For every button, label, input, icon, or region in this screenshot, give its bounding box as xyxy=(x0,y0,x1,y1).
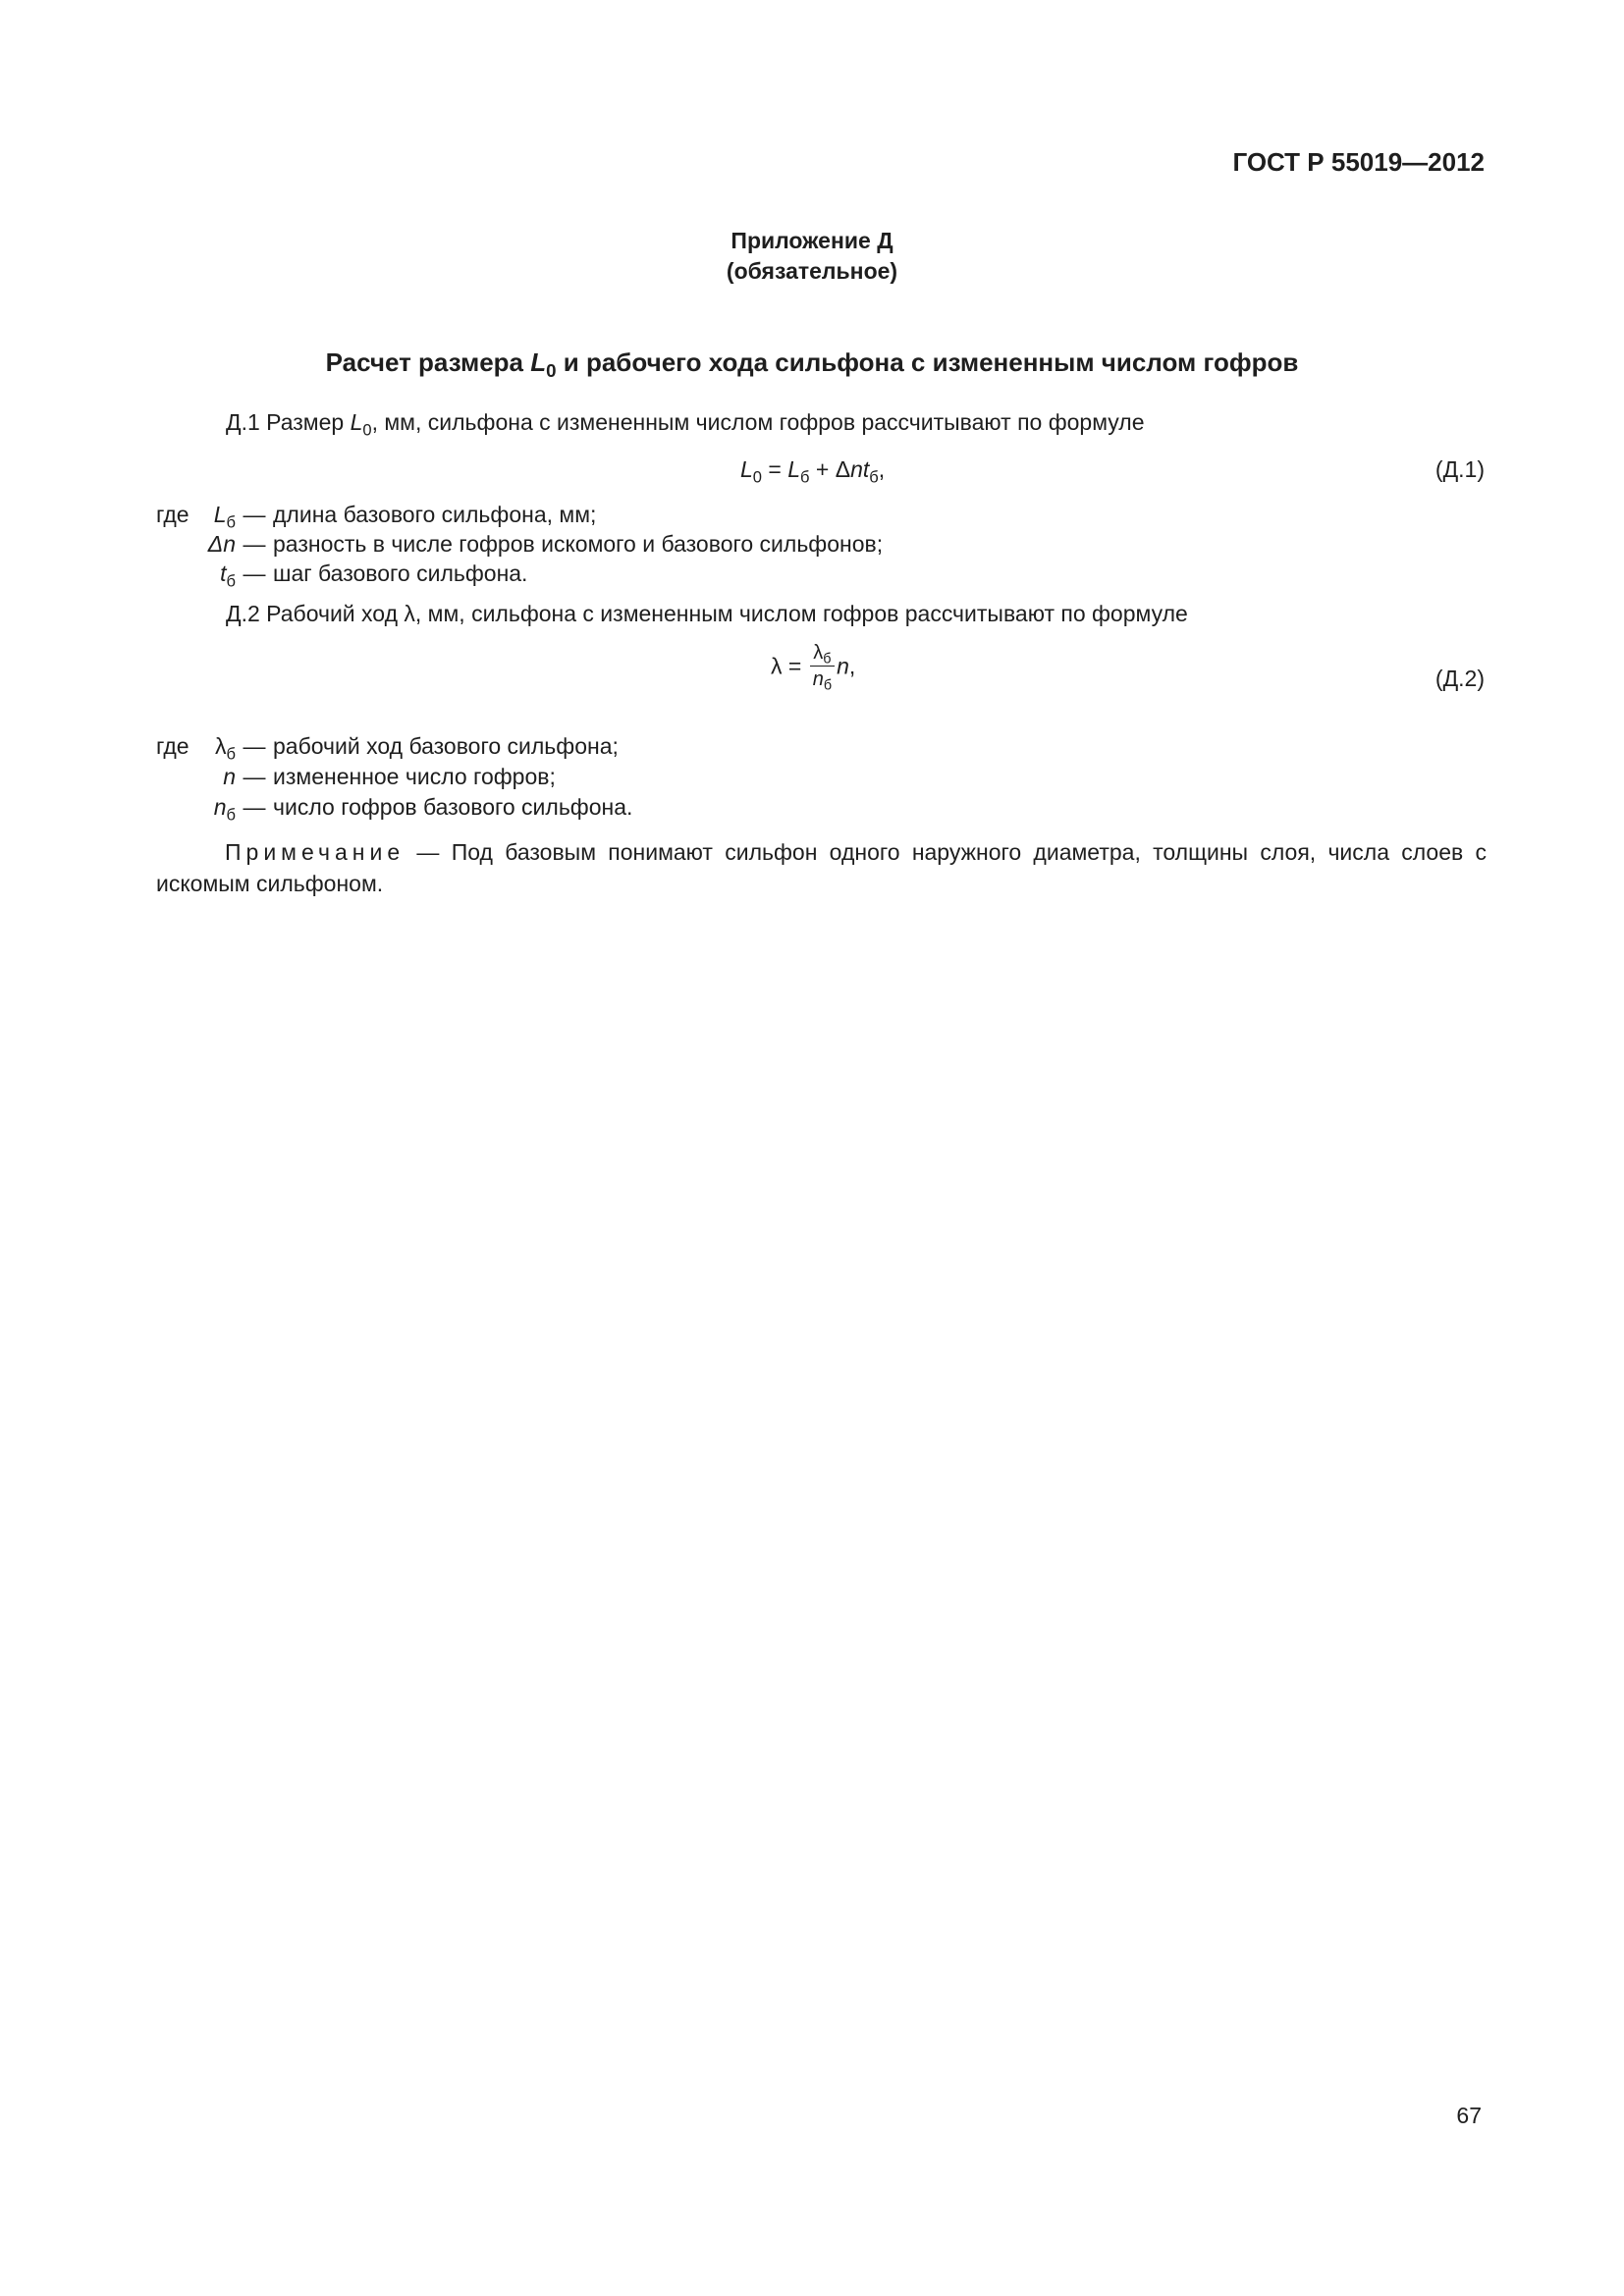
where1-row3-symbol: t xyxy=(220,561,227,586)
note-dash: — xyxy=(405,839,452,865)
where2-row1-symbol: λ xyxy=(215,733,227,759)
where1-row1-text: длина базового сильфона, мм; xyxy=(273,502,597,527)
eq2-equals: = xyxy=(782,653,808,679)
where2-row2-text: измененное число гофров; xyxy=(273,764,556,789)
section-title xyxy=(0,347,1624,381)
eq2-denominator-sub: б xyxy=(823,677,833,694)
note-text: Под базовым понимают сильфон одного наружного диаметра, толщины слоя, числа слоев с искомым сильфоном. xyxy=(156,839,1488,896)
equation-d2 xyxy=(771,642,856,694)
where2-row3-dash: — xyxy=(243,794,266,820)
where2-row xyxy=(192,733,619,764)
eq1-term1-sub: б xyxy=(800,467,810,487)
where1-row2-symbol: Δn xyxy=(207,531,236,557)
note-paragraph xyxy=(156,836,1487,899)
where2-word: где xyxy=(156,733,189,759)
where1-word: где xyxy=(156,502,189,527)
p1-lead: Д.1 Размер xyxy=(226,409,351,435)
p1-symbol: L xyxy=(350,409,363,435)
section-title-after: и рабочего хода сильфона с измененным числом гофров xyxy=(556,347,1299,377)
where2-row3-text: число гофров базового сильфона. xyxy=(273,794,633,820)
where1-row3-subscript: б xyxy=(226,571,236,591)
where1-row3-text: шаг базового сильфона. xyxy=(273,561,528,586)
where1-row1-subscript: б xyxy=(226,512,236,532)
where1-row1-symbol: L xyxy=(213,502,227,527)
where2-row1-dash: — xyxy=(243,733,266,759)
where2-row3-subscript: б xyxy=(226,805,236,825)
where1-row2-dash: — xyxy=(243,531,266,557)
where2-row3-symbol: n xyxy=(213,794,227,820)
where2-row xyxy=(192,794,633,825)
eq2-fraction xyxy=(810,642,835,694)
equation-d1-number: (Д.1) xyxy=(1435,456,1485,482)
where1-row xyxy=(192,502,597,532)
where2-row xyxy=(192,764,556,790)
section-title-subscript: 0 xyxy=(546,359,557,381)
p1-rest: , мм, сильфона с измененным числом гофров рассчитывают по формуле xyxy=(371,409,1145,435)
appendix-title: Приложение Д xyxy=(731,228,893,253)
where1-row2-text: разность в числе гофров искомого и базового сильфонов; xyxy=(273,531,884,557)
where2-row1-text: рабочий ход базового сильфона; xyxy=(273,733,619,759)
paragraph-d2: Д.2 Рабочий ход λ, мм, сильфона с измененным числом гофров рассчитывают по формуле xyxy=(226,601,1188,626)
where1-row1-dash: — xyxy=(243,502,266,527)
eq1-delta: Δ xyxy=(835,456,851,482)
equation-d1 xyxy=(740,456,886,487)
section-title-before: Расчет размера xyxy=(325,347,531,377)
page-number: 67 xyxy=(1456,2103,1482,2128)
eq1-term2: nt xyxy=(850,456,870,482)
p1-subscript: 0 xyxy=(362,420,372,440)
eq1-plus: + xyxy=(809,456,836,482)
eq1-term2-sub: б xyxy=(869,467,879,487)
standard-header: ГОСТ Р 55019—2012 xyxy=(1232,147,1485,177)
eq2-numerator-sub: б xyxy=(823,651,832,667)
eq2-numerator: λ xyxy=(813,642,824,664)
eq1-lhs: L xyxy=(740,456,753,482)
eq1-lhs-sub: 0 xyxy=(752,467,762,487)
where1-row xyxy=(192,561,528,591)
eq2-lhs: λ xyxy=(771,653,783,679)
where2-row1-subscript: б xyxy=(226,744,236,764)
eq1-term1: L xyxy=(787,456,801,482)
eq2-multiplier: n xyxy=(837,653,849,679)
eq1-comma: , xyxy=(878,456,886,482)
paragraph-d1 xyxy=(226,409,1145,440)
appendix-status: (обязательное) xyxy=(726,258,898,284)
where2-row2-symbol: n xyxy=(223,764,236,789)
where1-row xyxy=(192,531,883,558)
eq2-comma: , xyxy=(848,653,856,679)
eq1-equals: = xyxy=(762,456,788,482)
section-title-symbol: L xyxy=(530,347,547,377)
where1-row3-dash: — xyxy=(243,561,266,586)
note-label: Примечание xyxy=(225,839,406,865)
equation-d2-number: (Д.2) xyxy=(1435,666,1485,691)
eq2-denominator: n xyxy=(812,668,824,690)
where2-row2-dash: — xyxy=(243,764,266,789)
